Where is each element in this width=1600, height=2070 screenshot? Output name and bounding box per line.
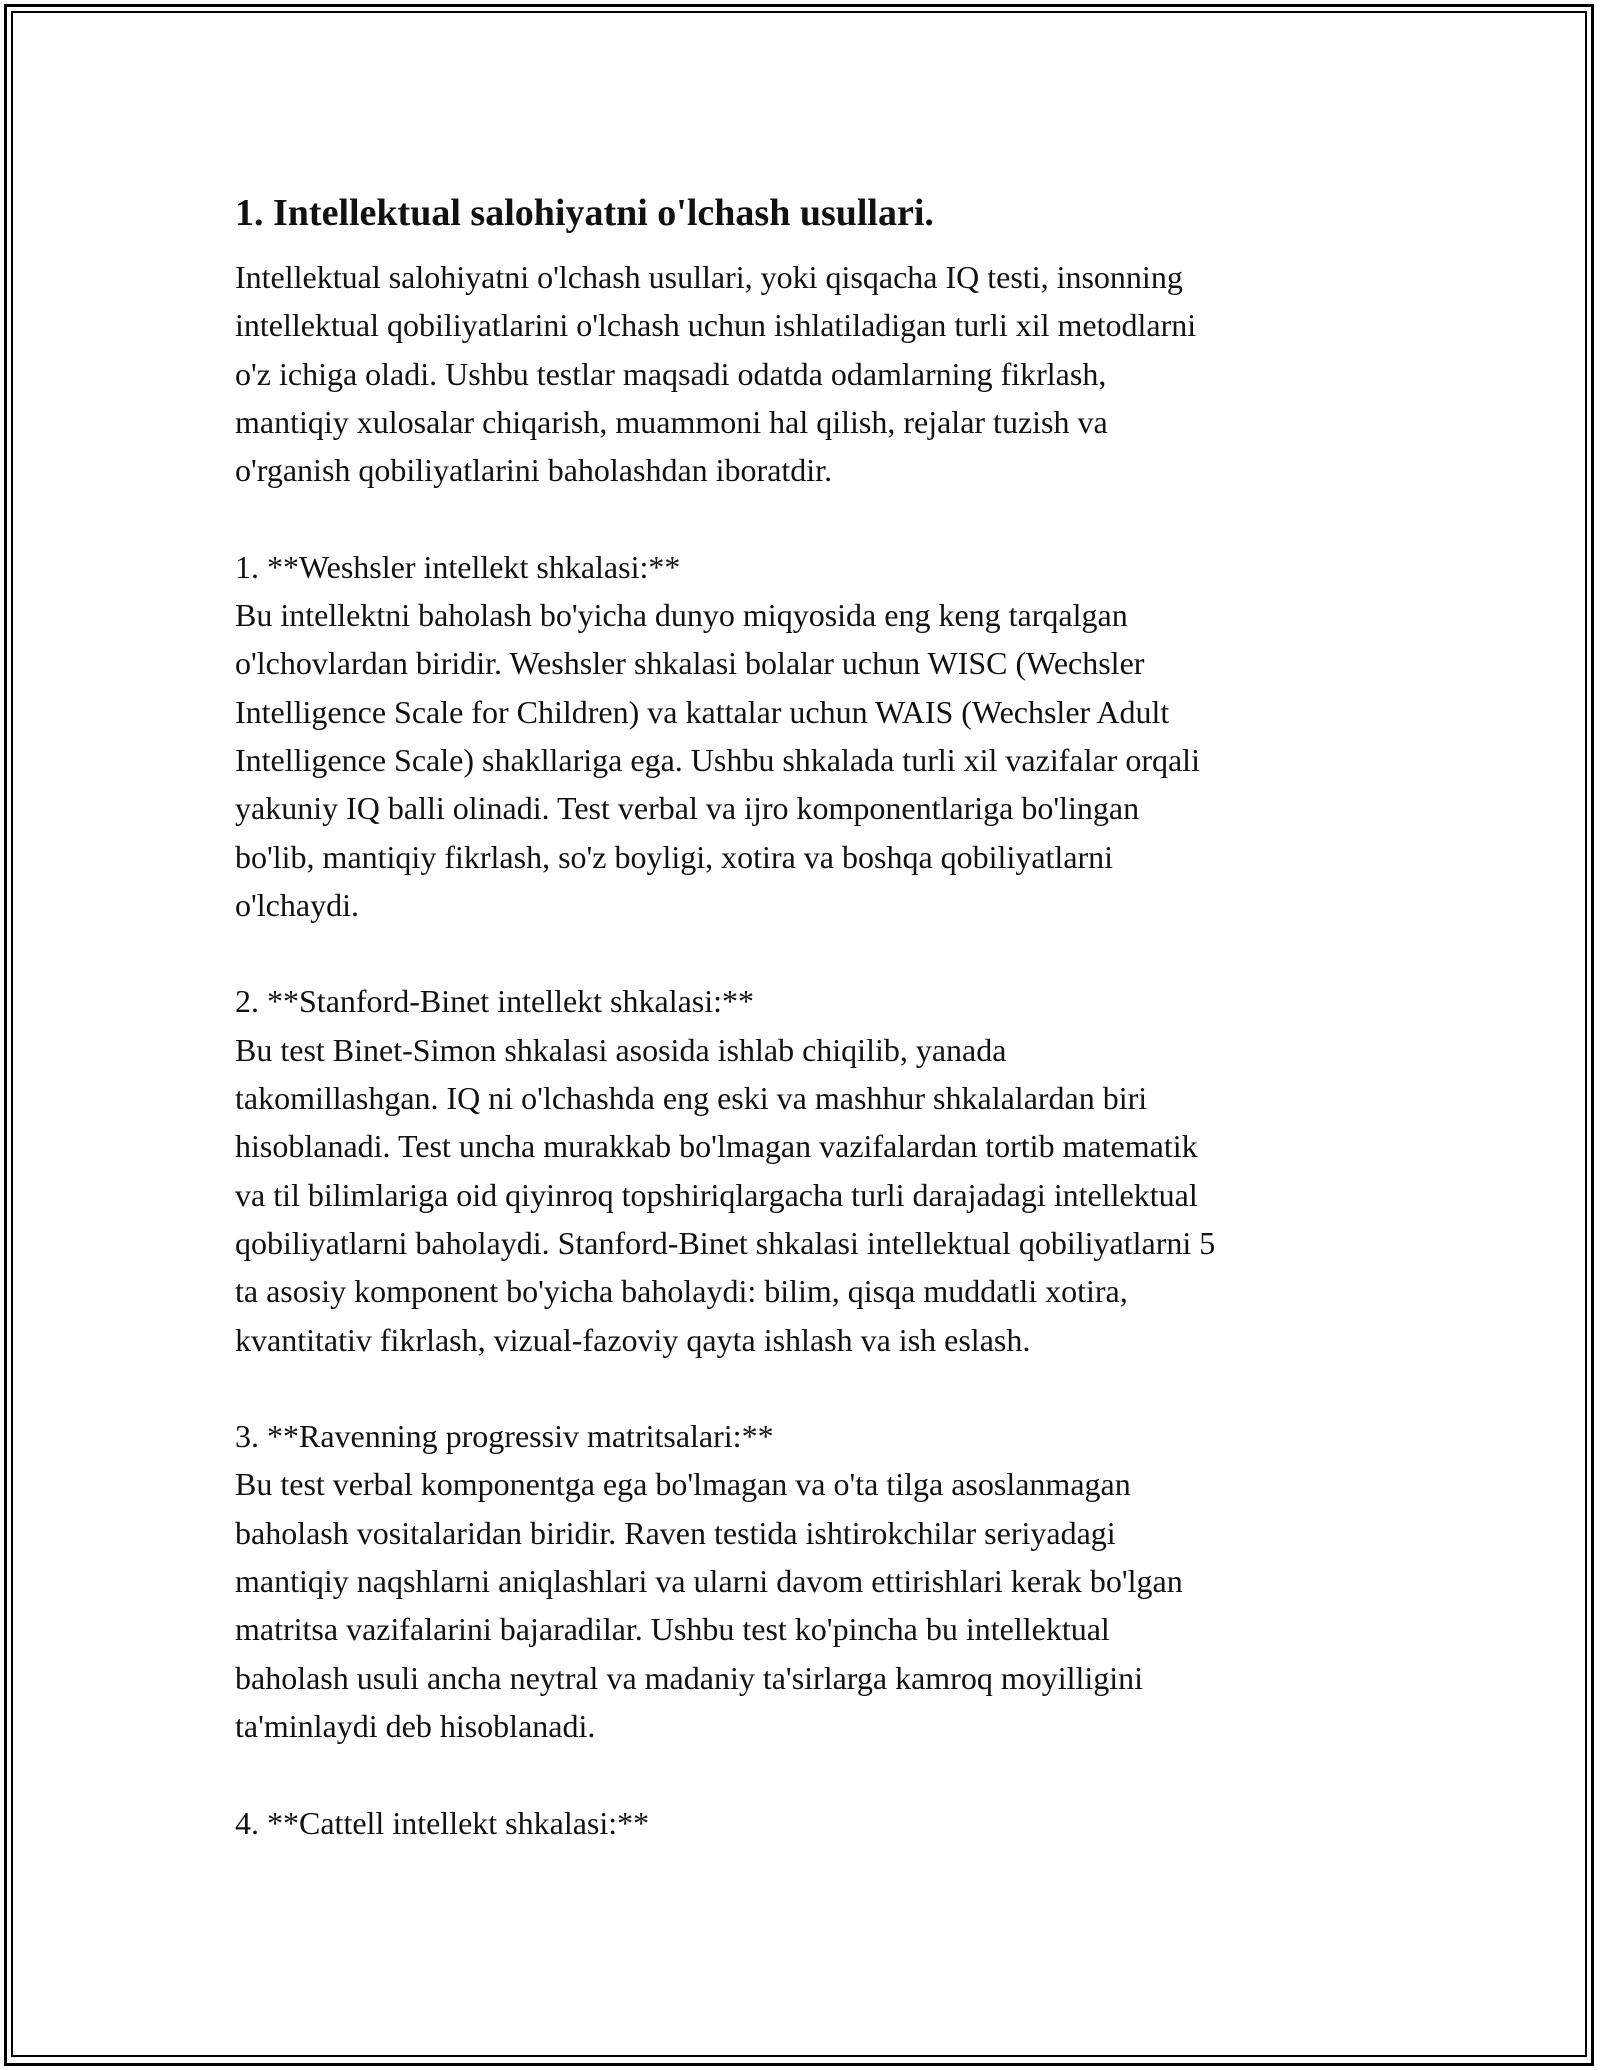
paragraph-gap xyxy=(235,1750,1375,1798)
section-heading-raven: 3. **Ravenning progressiv matritsalari:** xyxy=(235,1418,774,1455)
paragraph-gap xyxy=(235,929,1375,977)
document-body xyxy=(235,185,1375,1847)
section-heading-stanford-binet: 2. **Stanford-Binet intellekt shkalasi:** xyxy=(235,983,755,1020)
section-body-stanford-binet: Bu test Binet-Simon shkalasi asosida ishlab chiqilib, yanada takomillashgan. IQ ni o'lchashda eng eski va mashhur shkalalardan biri hisoblanadi. Test uncha murakkab bo'lmagan vazifalardan tortib matematik va til bilimlariga oid qiyinroq topshiriqlargacha turli darajadagi intellektual qobiliyatlarni baholaydi. Stanford-Binet shkalasi intellektual qobiliyatlarni 5 ta asosiy komponent bo'yicha baholaydi: bilim, qisqa muddatli xotira, kvantitativ fikrlash, vizual-fazoviy qayta ishlash va ish eslash. xyxy=(235,1031,1216,1358)
section-heading-cattell: 4. **Cattell intellekt shkalasi:** xyxy=(235,1804,650,1841)
document-title: 1. Intellektual salohiyatni o'lchash usullari. xyxy=(235,192,934,234)
section-body-raven: Bu test verbal komponentga ega bo'lmagan va o'ta tilga asoslanmagan baholash vositalaridan biridir. Raven testida ishtirokchilar seriyadagi mantiqiy naqshlarni aniqlashlari va ularni davom ettirishlari kerak bo'lgan matritsa vazifalarini bajaradilar. Ushbu test ko'pincha bu intellektual baholash usuli ancha neytral va madaniy ta'sirlarga kamroq moyilligini ta'minlaydi deb hisoblanadi. xyxy=(235,1466,1183,1744)
intro-paragraph: Intellektual salohiyatni o'lchash usullari, yoki qisqacha IQ testi, insonning intellektual qobiliyatlarini o'lchash uchun ishlatiladigan turli xil metodlarni o'z ichiga oladi. Ushbu testlar maqsadi odatda odamlarning fikrlash, mantiqiy xulosalar chiqarish, muammoni hal qilish, rejalar tuzish va o'rganish qobiliyatlarini baholashdan iboratdir. xyxy=(235,259,1197,489)
section-body-weshsler: Bu intellektni baholash bo'yicha dunyo miqyosida eng keng tarqalgan o'lchovlardan biridir. Weshsler shkalasi bolalar uchun WISC (Wechsler Intelligence Scale for Children) va kattalar uchun WAIS (Wechsler Adult Intelligence Scale) shakllariga ega. Ushbu shkalada turli xil vazifalar orqali yakuniy IQ balli olinadi. Test verbal va ijro komponentlariga bo'lingan bo'lib, mantiqiy fikrlash, so'z boyligi, xotira va boshqa qobiliyatlarni o'lchaydi. xyxy=(235,597,1200,923)
paragraph-gap xyxy=(235,1364,1375,1412)
paragraph-gap xyxy=(235,494,1375,542)
section-heading-weshsler: 1. **Weshsler intellekt shkalasi:** xyxy=(235,548,681,585)
